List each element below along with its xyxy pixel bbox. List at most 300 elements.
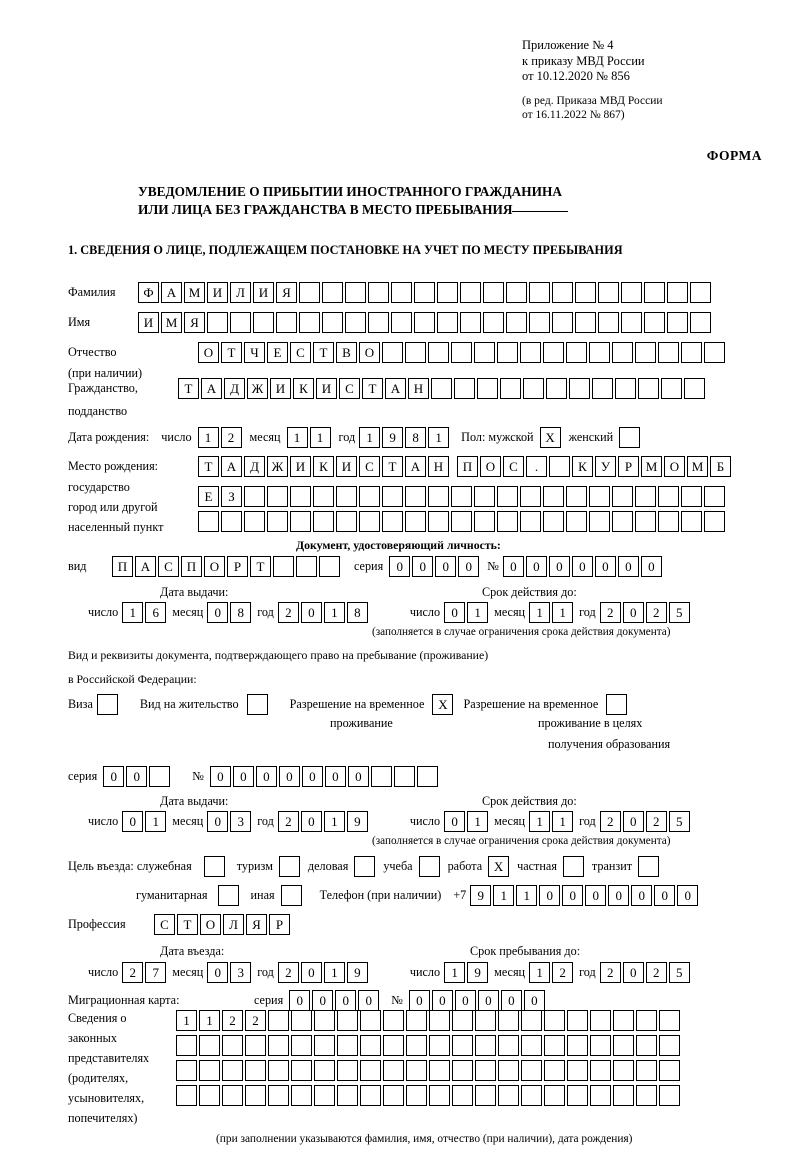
char-cell[interactable] [149, 766, 170, 787]
char-cell[interactable]: 2 [278, 602, 299, 623]
char-cell[interactable] [681, 511, 702, 532]
char-cell[interactable] [613, 1060, 634, 1081]
doc-valid-year-boxes[interactable] [600, 602, 692, 623]
birthplace-state-boxes[interactable] [198, 456, 451, 477]
char-cell[interactable]: 2 [600, 962, 621, 983]
char-cell[interactable] [569, 378, 590, 399]
char-cell[interactable] [299, 282, 320, 303]
char-cell[interactable] [567, 1035, 588, 1056]
char-cell[interactable] [322, 282, 343, 303]
char-cell[interactable] [291, 1010, 312, 1031]
char-cell[interactable]: 1 [176, 1010, 197, 1031]
char-cell[interactable]: 0 [103, 766, 124, 787]
char-cell[interactable] [290, 486, 311, 507]
char-cell[interactable]: Х [432, 694, 453, 715]
char-cell[interactable] [590, 1035, 611, 1056]
char-cell[interactable]: 0 [207, 962, 228, 983]
birth-month-boxes[interactable] [287, 427, 333, 448]
char-cell[interactable]: 0 [358, 990, 379, 1011]
char-cell[interactable]: Е [267, 342, 288, 363]
char-cell[interactable]: К [572, 456, 593, 477]
char-cell[interactable] [406, 1010, 427, 1031]
char-cell[interactable] [313, 511, 334, 532]
char-cell[interactable] [544, 1010, 565, 1031]
char-cell[interactable]: 2 [646, 602, 667, 623]
char-cell[interactable]: А [385, 378, 406, 399]
char-cell[interactable] [354, 856, 375, 877]
char-cell[interactable] [394, 766, 415, 787]
citizenship-boxes[interactable] [178, 378, 707, 399]
char-cell[interactable]: 1 [529, 811, 550, 832]
char-cell[interactable]: 1 [552, 602, 573, 623]
char-cell[interactable] [613, 1010, 634, 1031]
char-cell[interactable]: О [204, 556, 225, 577]
char-cell[interactable] [244, 486, 265, 507]
char-cell[interactable] [337, 1035, 358, 1056]
char-cell[interactable] [566, 511, 587, 532]
char-cell[interactable] [451, 511, 472, 532]
char-cell[interactable]: 6 [145, 602, 166, 623]
char-cell[interactable]: 0 [233, 766, 254, 787]
char-cell[interactable]: Ч [244, 342, 265, 363]
char-cell[interactable] [359, 511, 380, 532]
char-cell[interactable] [636, 1010, 657, 1031]
char-cell[interactable]: Ж [247, 378, 268, 399]
char-cell[interactable]: 0 [478, 990, 499, 1011]
char-cell[interactable]: 0 [623, 811, 644, 832]
char-cell[interactable]: И [207, 282, 228, 303]
char-cell[interactable]: 0 [389, 556, 410, 577]
char-cell[interactable] [544, 1035, 565, 1056]
char-cell[interactable]: У [595, 456, 616, 477]
char-cell[interactable] [644, 282, 665, 303]
char-cell[interactable] [529, 312, 550, 333]
stay-month-boxes[interactable] [529, 962, 575, 983]
char-cell[interactable] [383, 1010, 404, 1031]
char-cell[interactable]: 0 [623, 962, 644, 983]
char-cell[interactable] [452, 1085, 473, 1106]
char-cell[interactable] [382, 486, 403, 507]
char-cell[interactable]: С [503, 456, 524, 477]
char-cell[interactable]: Т [177, 914, 198, 935]
char-cell[interactable]: Н [408, 378, 429, 399]
char-cell[interactable]: 0 [301, 811, 322, 832]
char-cell[interactable] [681, 342, 702, 363]
char-cell[interactable] [474, 342, 495, 363]
char-cell[interactable] [176, 1085, 197, 1106]
char-cell[interactable]: М [641, 456, 662, 477]
char-cell[interactable]: 1 [324, 602, 345, 623]
char-cell[interactable] [291, 1035, 312, 1056]
char-cell[interactable] [267, 486, 288, 507]
char-cell[interactable] [613, 1035, 634, 1056]
char-cell[interactable]: П [112, 556, 133, 577]
purpose-business-box[interactable] [354, 856, 377, 877]
char-cell[interactable] [659, 1085, 680, 1106]
char-cell[interactable]: 2 [646, 962, 667, 983]
char-cell[interactable]: 2 [245, 1010, 266, 1031]
permit-number-boxes[interactable] [210, 766, 440, 787]
char-cell[interactable]: З [221, 486, 242, 507]
char-cell[interactable]: О [664, 456, 685, 477]
char-cell[interactable]: 0 [444, 602, 465, 623]
char-cell[interactable]: 2 [122, 962, 143, 983]
char-cell[interactable] [474, 486, 495, 507]
permit-valid-day-boxes[interactable] [444, 811, 490, 832]
char-cell[interactable]: А [221, 456, 242, 477]
sex-female-box[interactable] [619, 427, 642, 448]
char-cell[interactable] [644, 312, 665, 333]
char-cell[interactable]: Е [198, 486, 219, 507]
char-cell[interactable] [592, 378, 613, 399]
char-cell[interactable]: 1 [310, 427, 331, 448]
char-cell[interactable]: 0 [207, 602, 228, 623]
char-cell[interactable]: 0 [210, 766, 231, 787]
char-cell[interactable] [437, 282, 458, 303]
char-cell[interactable]: Я [184, 312, 205, 333]
char-cell[interactable]: М [161, 312, 182, 333]
profession-boxes[interactable] [154, 914, 292, 935]
char-cell[interactable] [337, 1085, 358, 1106]
entry-day-boxes[interactable] [122, 962, 168, 983]
char-cell[interactable]: Т [178, 378, 199, 399]
char-cell[interactable]: С [154, 914, 175, 935]
char-cell[interactable] [497, 486, 518, 507]
char-cell[interactable] [566, 342, 587, 363]
char-cell[interactable]: 0 [412, 556, 433, 577]
char-cell[interactable] [567, 1010, 588, 1031]
char-cell[interactable]: 0 [432, 990, 453, 1011]
legal-row2-boxes[interactable] [176, 1035, 682, 1056]
char-cell[interactable] [368, 312, 389, 333]
birth-year-boxes[interactable] [359, 427, 451, 448]
char-cell[interactable]: 1 [122, 602, 143, 623]
char-cell[interactable] [452, 1060, 473, 1081]
char-cell[interactable]: Т [313, 342, 334, 363]
purpose-other-box[interactable] [281, 885, 304, 906]
char-cell[interactable] [290, 511, 311, 532]
char-cell[interactable]: 0 [458, 556, 479, 577]
char-cell[interactable] [635, 511, 656, 532]
char-cell[interactable] [483, 312, 504, 333]
purpose-transit-box[interactable] [638, 856, 661, 877]
doc-issue-day-boxes[interactable] [122, 602, 168, 623]
char-cell[interactable] [406, 1060, 427, 1081]
char-cell[interactable] [681, 486, 702, 507]
char-cell[interactable] [521, 1035, 542, 1056]
char-cell[interactable] [690, 282, 711, 303]
char-cell[interactable]: 0 [503, 556, 524, 577]
char-cell[interactable] [621, 282, 642, 303]
char-cell[interactable] [613, 1085, 634, 1106]
char-cell[interactable] [567, 1085, 588, 1106]
char-cell[interactable] [383, 1085, 404, 1106]
char-cell[interactable]: О [359, 342, 380, 363]
char-cell[interactable] [207, 312, 228, 333]
char-cell[interactable] [281, 885, 302, 906]
char-cell[interactable] [520, 511, 541, 532]
char-cell[interactable] [546, 378, 567, 399]
birth-day-boxes[interactable] [198, 427, 244, 448]
char-cell[interactable]: Я [246, 914, 267, 935]
char-cell[interactable]: Я [276, 282, 297, 303]
char-cell[interactable] [506, 282, 527, 303]
char-cell[interactable] [336, 486, 357, 507]
char-cell[interactable] [431, 378, 452, 399]
char-cell[interactable] [199, 1085, 220, 1106]
char-cell[interactable] [230, 312, 251, 333]
char-cell[interactable] [477, 378, 498, 399]
char-cell[interactable]: 0 [595, 556, 616, 577]
char-cell[interactable]: 0 [435, 556, 456, 577]
char-cell[interactable]: Т [362, 378, 383, 399]
char-cell[interactable] [429, 1085, 450, 1106]
entry-year-boxes[interactable] [278, 962, 370, 983]
char-cell[interactable] [336, 511, 357, 532]
char-cell[interactable] [598, 282, 619, 303]
char-cell[interactable] [405, 342, 426, 363]
char-cell[interactable] [498, 1010, 519, 1031]
phone-boxes[interactable] [470, 885, 700, 906]
char-cell[interactable] [659, 1010, 680, 1031]
purpose-work-box[interactable] [488, 856, 511, 877]
char-cell[interactable] [368, 282, 389, 303]
char-cell[interactable] [475, 1085, 496, 1106]
char-cell[interactable] [222, 1060, 243, 1081]
char-cell[interactable]: 0 [623, 602, 644, 623]
char-cell[interactable] [319, 556, 340, 577]
char-cell[interactable]: 0 [301, 962, 322, 983]
char-cell[interactable]: 1 [516, 885, 537, 906]
char-cell[interactable]: 3 [230, 962, 251, 983]
char-cell[interactable] [552, 282, 573, 303]
mig-series-boxes[interactable] [289, 990, 381, 1011]
char-cell[interactable]: Т [221, 342, 242, 363]
char-cell[interactable] [460, 282, 481, 303]
char-cell[interactable] [322, 312, 343, 333]
doc-kind-boxes[interactable] [112, 556, 342, 577]
char-cell[interactable] [549, 456, 570, 477]
char-cell[interactable]: 1 [145, 811, 166, 832]
char-cell[interactable] [405, 511, 426, 532]
char-cell[interactable]: 9 [347, 962, 368, 983]
char-cell[interactable]: 1 [287, 427, 308, 448]
char-cell[interactable] [659, 1060, 680, 1081]
char-cell[interactable] [704, 486, 725, 507]
char-cell[interactable]: И [290, 456, 311, 477]
char-cell[interactable] [612, 511, 633, 532]
char-cell[interactable] [475, 1035, 496, 1056]
char-cell[interactable]: А [161, 282, 182, 303]
char-cell[interactable] [612, 342, 633, 363]
char-cell[interactable]: А [201, 378, 222, 399]
char-cell[interactable] [483, 282, 504, 303]
char-cell[interactable]: М [184, 282, 205, 303]
permit-issue-month-boxes[interactable] [207, 811, 253, 832]
char-cell[interactable] [198, 511, 219, 532]
char-cell[interactable]: 1 [529, 962, 550, 983]
permit-valid-month-boxes[interactable] [529, 811, 575, 832]
char-cell[interactable] [590, 1085, 611, 1106]
char-cell[interactable] [619, 427, 640, 448]
char-cell[interactable]: И [336, 456, 357, 477]
purpose-official-box[interactable] [204, 856, 227, 877]
char-cell[interactable] [452, 1010, 473, 1031]
char-cell[interactable]: 0 [526, 556, 547, 577]
char-cell[interactable] [268, 1035, 289, 1056]
char-cell[interactable] [590, 1010, 611, 1031]
char-cell[interactable] [684, 378, 705, 399]
char-cell[interactable] [218, 885, 239, 906]
char-cell[interactable]: Н [428, 456, 449, 477]
char-cell[interactable]: 9 [470, 885, 491, 906]
char-cell[interactable] [659, 1035, 680, 1056]
char-cell[interactable] [575, 282, 596, 303]
doc-number-boxes[interactable] [503, 556, 664, 577]
char-cell[interactable]: 1 [324, 962, 345, 983]
permit-series-boxes[interactable] [103, 766, 172, 787]
char-cell[interactable]: 0 [444, 811, 465, 832]
char-cell[interactable] [520, 486, 541, 507]
char-cell[interactable]: 3 [230, 811, 251, 832]
sex-male-box[interactable] [540, 427, 563, 448]
char-cell[interactable] [690, 312, 711, 333]
char-cell[interactable] [360, 1035, 381, 1056]
char-cell[interactable] [543, 486, 564, 507]
char-cell[interactable]: Р [269, 914, 290, 935]
char-cell[interactable] [451, 486, 472, 507]
stay-day-boxes[interactable] [444, 962, 490, 983]
char-cell[interactable] [635, 486, 656, 507]
char-cell[interactable] [296, 556, 317, 577]
char-cell[interactable] [621, 312, 642, 333]
char-cell[interactable]: 1 [493, 885, 514, 906]
char-cell[interactable] [359, 486, 380, 507]
char-cell[interactable]: 2 [221, 427, 242, 448]
char-cell[interactable]: И [270, 378, 291, 399]
char-cell[interactable] [429, 1060, 450, 1081]
char-cell[interactable]: 1 [198, 427, 219, 448]
char-cell[interactable] [176, 1035, 197, 1056]
char-cell[interactable] [345, 312, 366, 333]
char-cell[interactable] [253, 312, 274, 333]
char-cell[interactable]: 2 [278, 811, 299, 832]
char-cell[interactable]: С [290, 342, 311, 363]
char-cell[interactable]: Д [224, 378, 245, 399]
char-cell[interactable]: А [135, 556, 156, 577]
char-cell[interactable]: 0 [256, 766, 277, 787]
char-cell[interactable] [414, 282, 435, 303]
char-cell[interactable] [612, 486, 633, 507]
char-cell[interactable] [222, 1035, 243, 1056]
char-cell[interactable] [391, 282, 412, 303]
char-cell[interactable]: 0 [677, 885, 698, 906]
char-cell[interactable] [268, 1060, 289, 1081]
mig-number-boxes[interactable] [409, 990, 547, 1011]
char-cell[interactable] [636, 1060, 657, 1081]
char-cell[interactable]: 5 [669, 962, 690, 983]
char-cell[interactable] [97, 694, 118, 715]
char-cell[interactable] [360, 1060, 381, 1081]
legal-row4-boxes[interactable] [176, 1085, 682, 1106]
char-cell[interactable] [314, 1035, 335, 1056]
birthplace-city-row3-boxes[interactable] [198, 511, 727, 532]
char-cell[interactable]: Ф [138, 282, 159, 303]
char-cell[interactable] [429, 1035, 450, 1056]
char-cell[interactable] [245, 1035, 266, 1056]
char-cell[interactable] [497, 511, 518, 532]
char-cell[interactable]: 1 [428, 427, 449, 448]
char-cell[interactable]: Б [710, 456, 731, 477]
char-cell[interactable]: 8 [405, 427, 426, 448]
birthplace-city-row2-boxes[interactable] [198, 486, 727, 507]
legal-row1-boxes[interactable] [176, 1010, 682, 1031]
char-cell[interactable] [245, 1060, 266, 1081]
char-cell[interactable] [566, 486, 587, 507]
char-cell[interactable] [590, 1060, 611, 1081]
char-cell[interactable] [414, 312, 435, 333]
char-cell[interactable] [638, 856, 659, 877]
visa-box[interactable] [97, 694, 120, 715]
char-cell[interactable] [544, 1060, 565, 1081]
char-cell[interactable]: Л [223, 914, 244, 935]
surname-boxes[interactable] [138, 282, 713, 303]
char-cell[interactable]: 0 [409, 990, 430, 1011]
stay-year-boxes[interactable] [600, 962, 692, 983]
char-cell[interactable]: Т [382, 456, 403, 477]
char-cell[interactable]: Д [244, 456, 265, 477]
char-cell[interactable] [635, 342, 656, 363]
edu-residence-box[interactable] [606, 694, 629, 715]
char-cell[interactable] [606, 694, 627, 715]
purpose-tourism-box[interactable] [279, 856, 302, 877]
char-cell[interactable]: 8 [230, 602, 251, 623]
doc-valid-day-boxes[interactable] [444, 602, 490, 623]
char-cell[interactable] [428, 486, 449, 507]
char-cell[interactable] [279, 856, 300, 877]
char-cell[interactable] [454, 378, 475, 399]
char-cell[interactable]: 0 [618, 556, 639, 577]
char-cell[interactable] [244, 511, 265, 532]
char-cell[interactable] [345, 282, 366, 303]
char-cell[interactable]: 9 [467, 962, 488, 983]
birthplace-city-row1-boxes[interactable] [457, 456, 733, 477]
char-cell[interactable] [543, 511, 564, 532]
char-cell[interactable] [667, 282, 688, 303]
char-cell[interactable] [314, 1010, 335, 1031]
char-cell[interactable]: Ж [267, 456, 288, 477]
char-cell[interactable]: 1 [467, 811, 488, 832]
char-cell[interactable]: В [336, 342, 357, 363]
char-cell[interactable]: 0 [301, 602, 322, 623]
char-cell[interactable] [658, 342, 679, 363]
char-cell[interactable] [667, 312, 688, 333]
char-cell[interactable] [406, 1035, 427, 1056]
char-cell[interactable]: С [359, 456, 380, 477]
char-cell[interactable] [337, 1060, 358, 1081]
char-cell[interactable] [475, 1010, 496, 1031]
char-cell[interactable] [371, 766, 392, 787]
char-cell[interactable]: 0 [562, 885, 583, 906]
char-cell[interactable]: Х [540, 427, 561, 448]
char-cell[interactable] [589, 486, 610, 507]
char-cell[interactable] [199, 1035, 220, 1056]
char-cell[interactable] [615, 378, 636, 399]
char-cell[interactable] [575, 312, 596, 333]
char-cell[interactable] [176, 1060, 197, 1081]
char-cell[interactable] [563, 856, 584, 877]
char-cell[interactable] [360, 1010, 381, 1031]
